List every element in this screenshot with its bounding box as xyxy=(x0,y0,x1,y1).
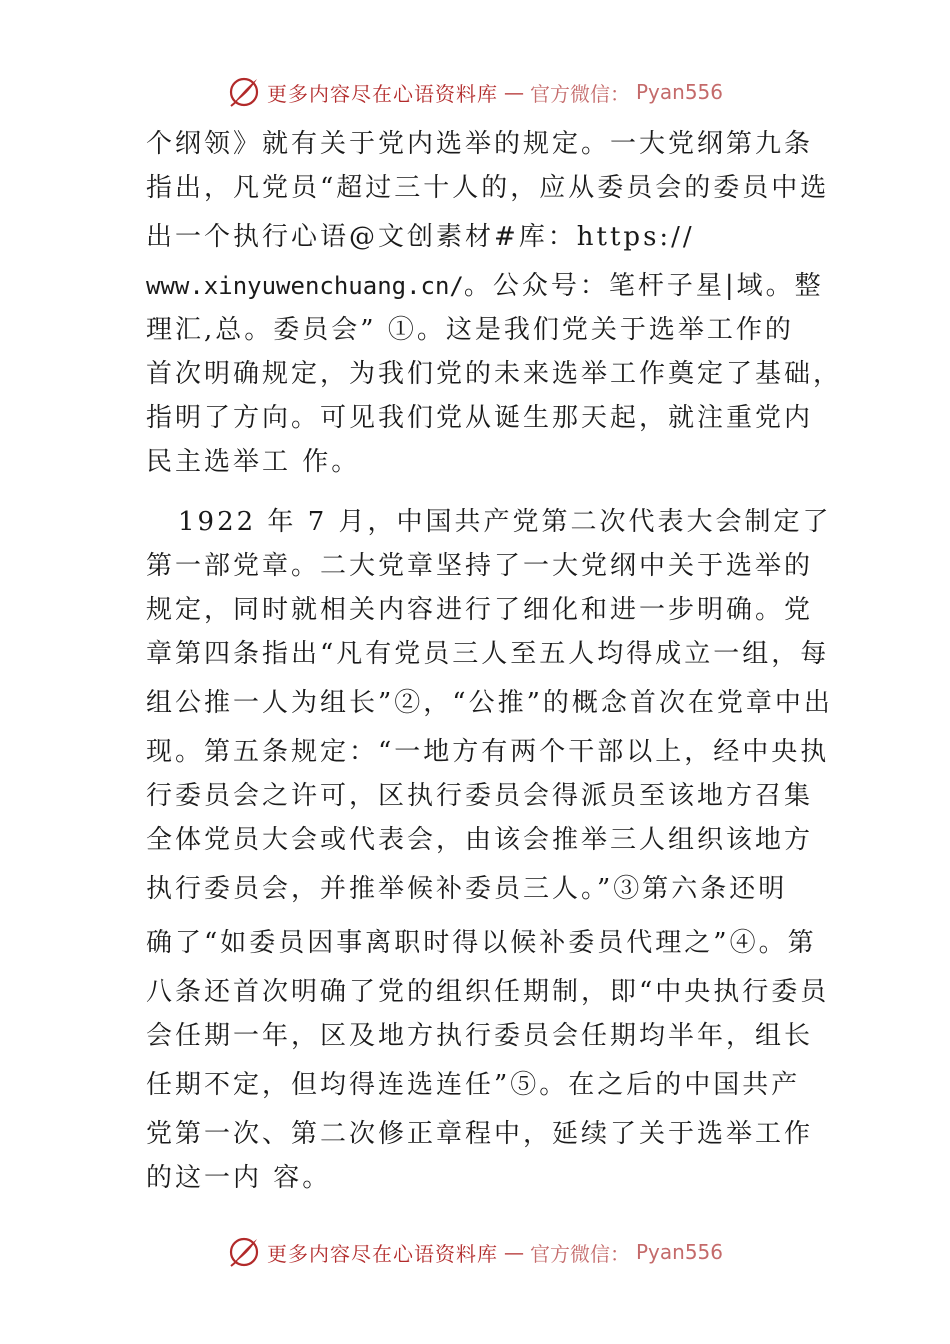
text-line: 首次明确规定，为我们党的未来选举工作奠定了基础， xyxy=(146,359,843,389)
text-line: 的这一内 容。 xyxy=(146,1163,332,1193)
brand-logo-icon xyxy=(227,75,261,109)
banner-wechat-label: 官方微信： xyxy=(529,1241,630,1266)
text-line: 确了“如委员因事离职时得以候补委员代理之”④。第 xyxy=(146,928,817,958)
banner-separator: — xyxy=(503,1240,524,1264)
paragraph-2 xyxy=(146,500,833,1200)
text-line-url xyxy=(146,264,824,308)
banner-slogan: 更多内容尽在心语资料库 xyxy=(266,81,498,106)
text-line: 指明了方向。可见我们党从诞生那天起，就注重党内 xyxy=(146,403,814,433)
banner-wechat-id: Pyan556 xyxy=(635,1240,723,1264)
document-body xyxy=(146,122,843,1200)
paragraph-1 xyxy=(146,122,843,484)
text-line: 全体党员大会或代表会，由该会推举三人组织该地方 xyxy=(146,825,814,855)
text-line: 章第四条指出“凡有党员三人至五人均得成立一组，每 xyxy=(146,639,830,669)
brand-logo-icon xyxy=(227,1235,261,1269)
banner-separator: — xyxy=(503,80,524,104)
text-line: 会任期一年，区及地方执行委员会任期均半年，组长 xyxy=(146,1021,814,1051)
text-line: 现。第五条规定：“一地方有两个干部以上，经中央执 xyxy=(146,737,830,767)
text-line: 民主选举工 作。 xyxy=(146,447,361,477)
text-line: 规定，同时就相关内容进行了细化和进一步明确。党 xyxy=(146,595,814,625)
text-line: 个纲领》就有关于党内选举的规定。一大党纲第九条 xyxy=(146,129,814,159)
url-suffix-text: 。公众号：笔杆子星|域。整 xyxy=(463,271,824,301)
text-line: 执行委员会，并推举候补委员三人。”③第六条还明 xyxy=(146,874,788,904)
banner-slogan: 更多内容尽在心语资料库 xyxy=(266,1241,498,1266)
text-line: 指出，凡党员“超过三十人的，应从委员会的委员中选 xyxy=(146,173,830,203)
text-line: 1922 年 7 月，中国共产党第二次代表大会制定了 xyxy=(178,507,832,537)
text-line: 出一个执行心语@文创素材#库：https:// xyxy=(146,222,695,252)
header-banner xyxy=(0,70,950,114)
text-line: 任期不定，但均得连选连任”⑤。在之后的中国共产 xyxy=(146,1070,801,1100)
text-line: 八条还首次明确了党的组织任期制，即“中央执行委员 xyxy=(146,977,830,1007)
banner-wechat-label: 官方微信： xyxy=(529,81,630,106)
banner-wechat-id: Pyan556 xyxy=(635,80,723,104)
url-text: www.xinyuwenchuang.cn/ xyxy=(146,272,464,300)
text-line: 组公推一人为组长”②，“公推”的概念首次在党章中出 xyxy=(146,688,833,718)
text-line: 第一部党章。二大党章坚持了一大党纲中关于选举的 xyxy=(146,551,814,581)
footer-banner xyxy=(0,1230,950,1274)
text-line: 党第一次、第二次修正章程中，延续了关于选举工作 xyxy=(146,1119,814,1149)
text-line: 行委员会之许可，区执行委员会得派员至该地方召集 xyxy=(146,781,814,811)
text-line: 理汇,总。委员会” ①。这是我们党关于选举工作的 xyxy=(146,315,794,345)
